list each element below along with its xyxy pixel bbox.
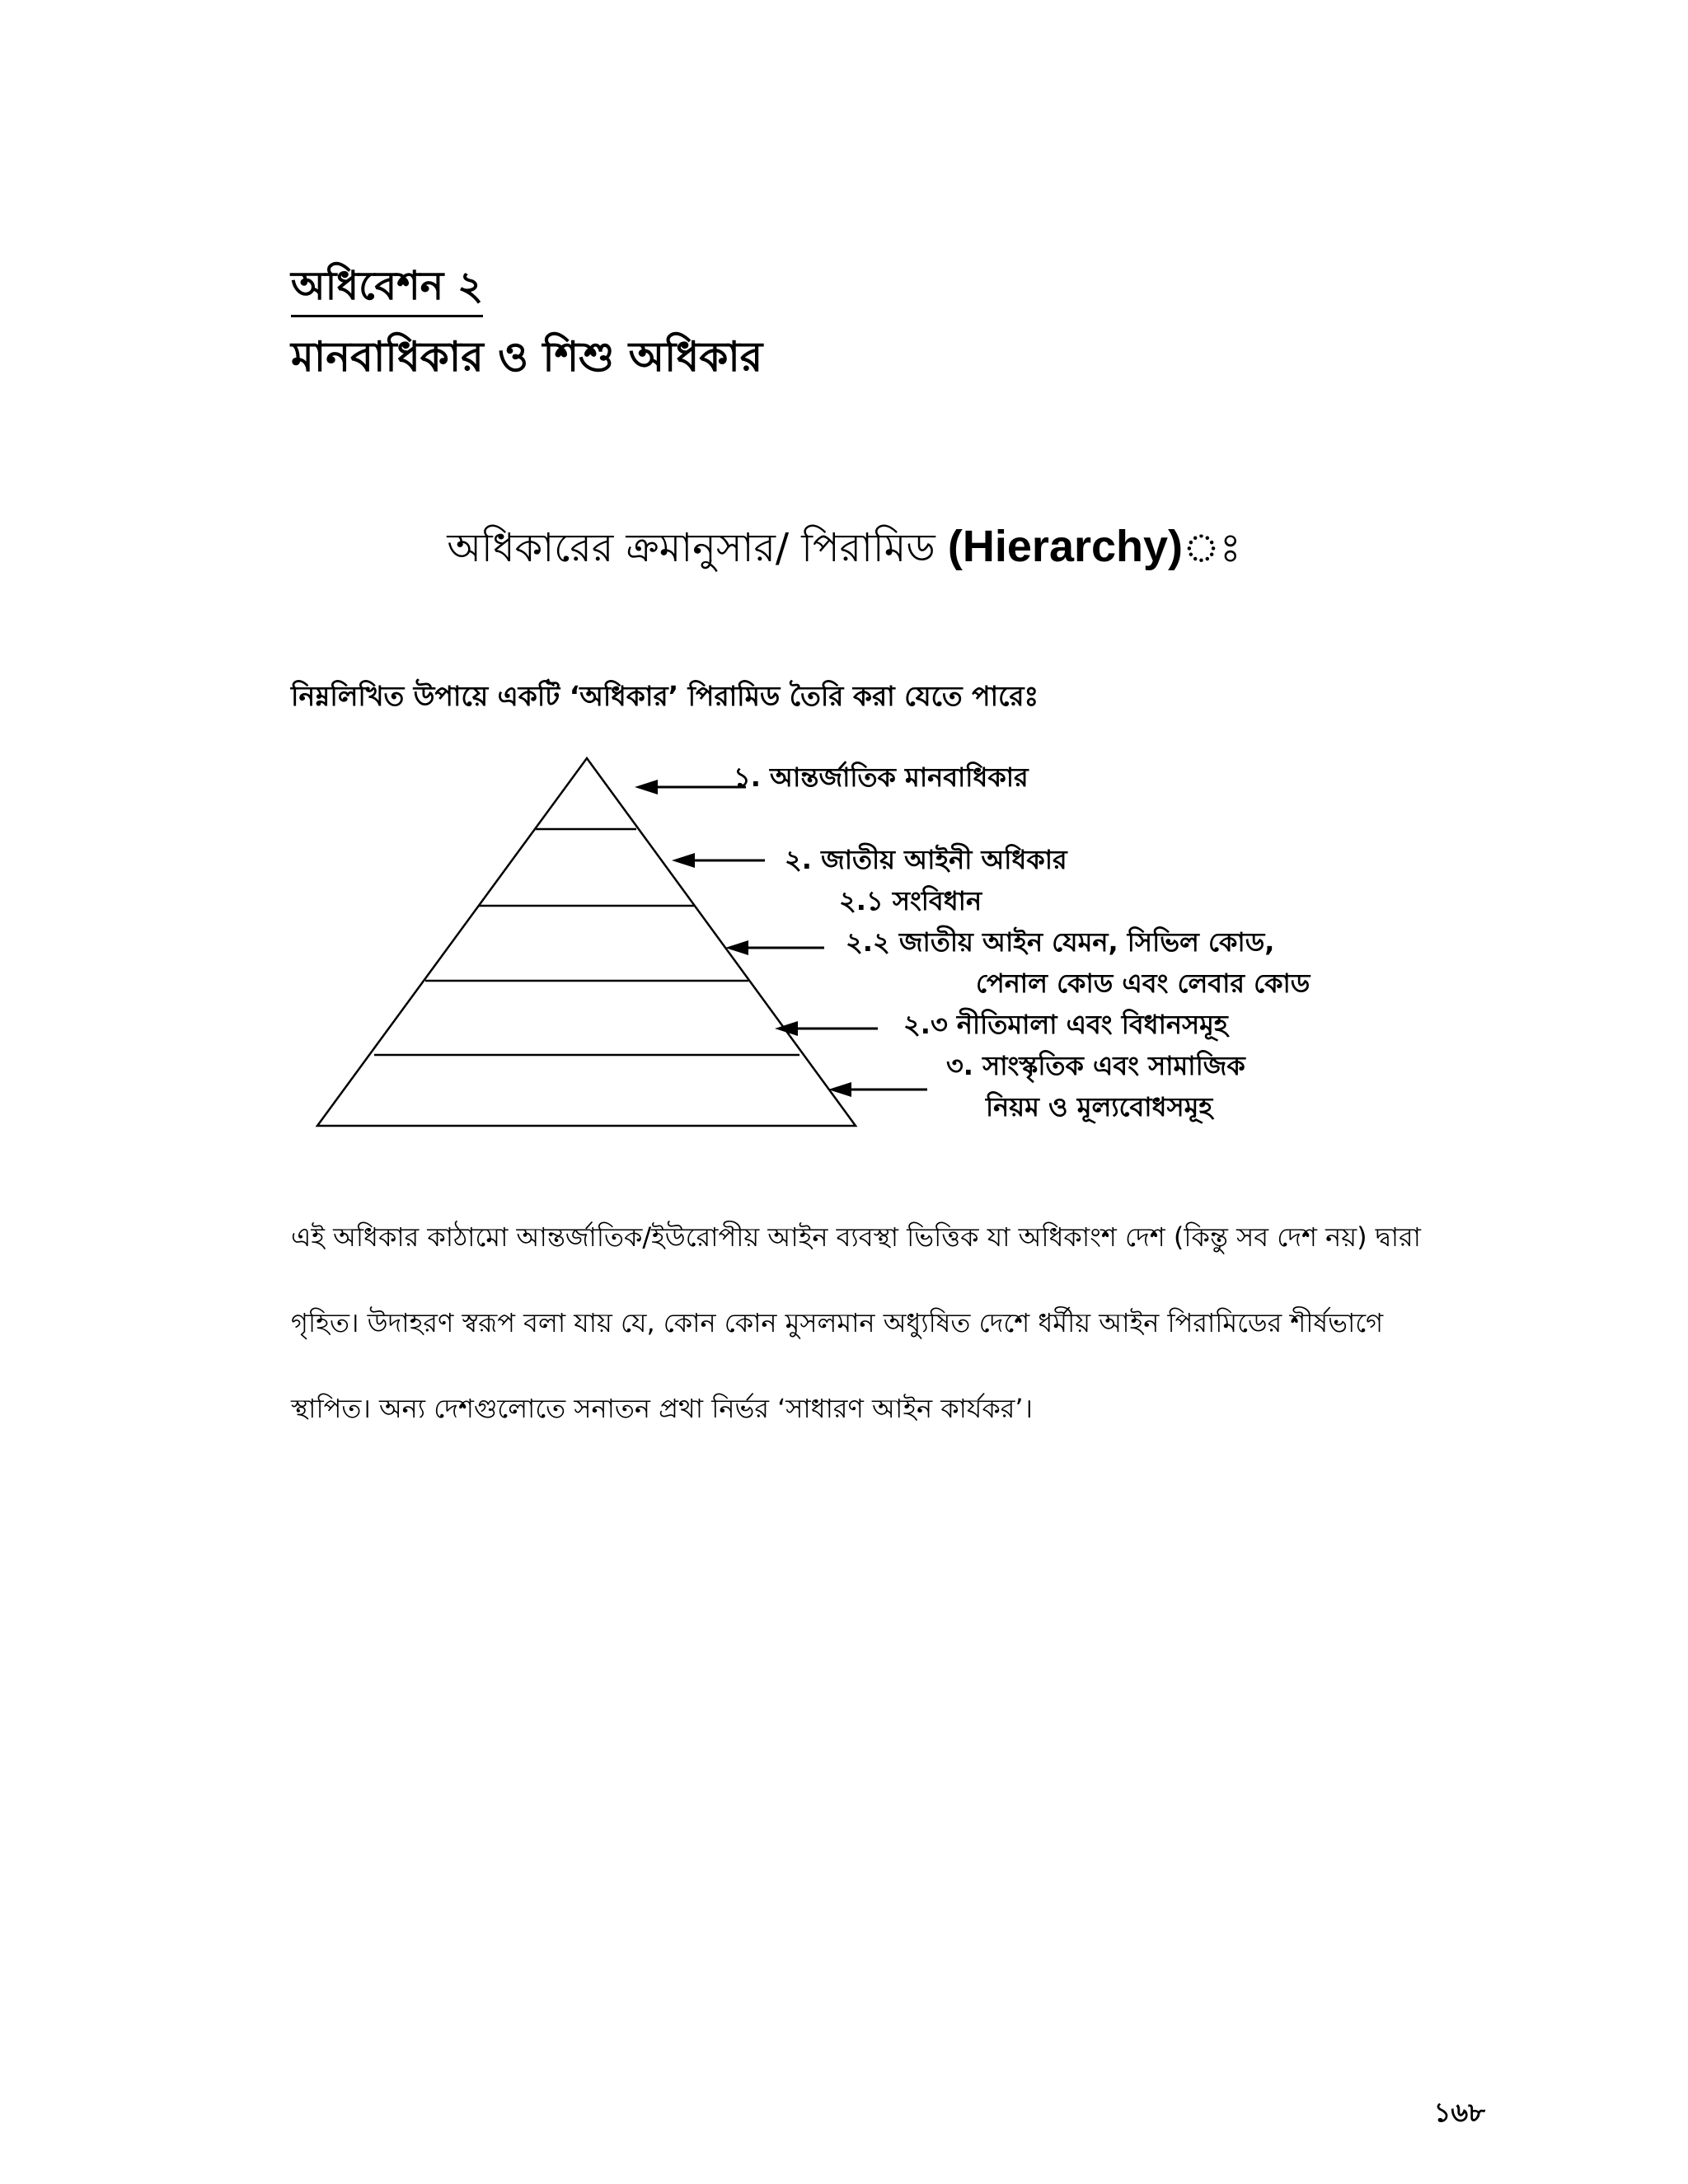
pyramid-label-national: ২. জাতীয় আইনী অধিকার [785, 844, 1067, 875]
pyramid-label-international: ১. আন্তর্জাতিক মানবাধিকার [734, 762, 1029, 793]
section-heading [0, 518, 1688, 577]
pyramid-label-constitution: ২.১ সংবিধান [839, 885, 982, 916]
arrow-level-2 [672, 853, 765, 868]
pyramid-outline [317, 758, 856, 1126]
body-paragraph-line: গৃহিত। উদাহরণ স্বরূপ বলা যায় যে, কোন কোন মুসলমান অধ্যুষিত দেশে ধর্মীয় আইন পিরামিডের শীর্ষভাগে [291, 1307, 1384, 1338]
arrow-level-2-2 [725, 940, 824, 955]
section-heading-suffix: ঃ [1183, 525, 1241, 571]
pyramid-label-cultural: ৩. সাংস্কৃতিক এবং সামাজিক [946, 1050, 1245, 1081]
pyramid-label-norms: নিয়ম ও মূল্যবোধসমূহ [986, 1091, 1213, 1122]
body-paragraph-line: এই অধিকার কাঠামো আন্তর্জাতিক/ইউরোপীয় আইন ব্যবস্থা ভিত্তিক যা অধিকাংশ দেশ (কিন্তু সব দেশ নয়) দ্বারা [291, 1221, 1421, 1253]
chapter-title: মানবাধিকার ও শিশু অধিকার [291, 333, 763, 381]
pyramid-label-policies: ২.৩ নীতিমালা এবং বিধানসমূহ [903, 1009, 1228, 1040]
pyramid-label-national-law: ২.২ জাতীয় আইন যেমন, সিভিল কোড, [846, 926, 1275, 958]
section-heading-en: (Hierarchy) [947, 522, 1184, 571]
page-number: ১৬৮ [1433, 2097, 1485, 2128]
section-heading-bn: অধিকারের ক্রমানুসার/ পিরামিড [447, 525, 935, 571]
arrow-level-2-3 [775, 1021, 878, 1036]
intro-line: নিম্নলিখিত উপায়ে একটি ‘অধিকার’ পিরামিড তৈরি করা যেতে পারেঃ [291, 680, 1039, 712]
body-paragraph-line: স্থাপিত। অন্য দেশগুলোতে সনাতন প্রথা নির্ভর ‘সাধারণ আইন কার্যকর’। [291, 1393, 1033, 1424]
arrow-level-1 [635, 780, 746, 794]
arrow-level-3 [828, 1082, 927, 1097]
session-label: অধিবেশন ২ [291, 257, 483, 317]
pyramid-label-codes: পেনাল কোড এবং লেবার কোড [976, 968, 1311, 999]
